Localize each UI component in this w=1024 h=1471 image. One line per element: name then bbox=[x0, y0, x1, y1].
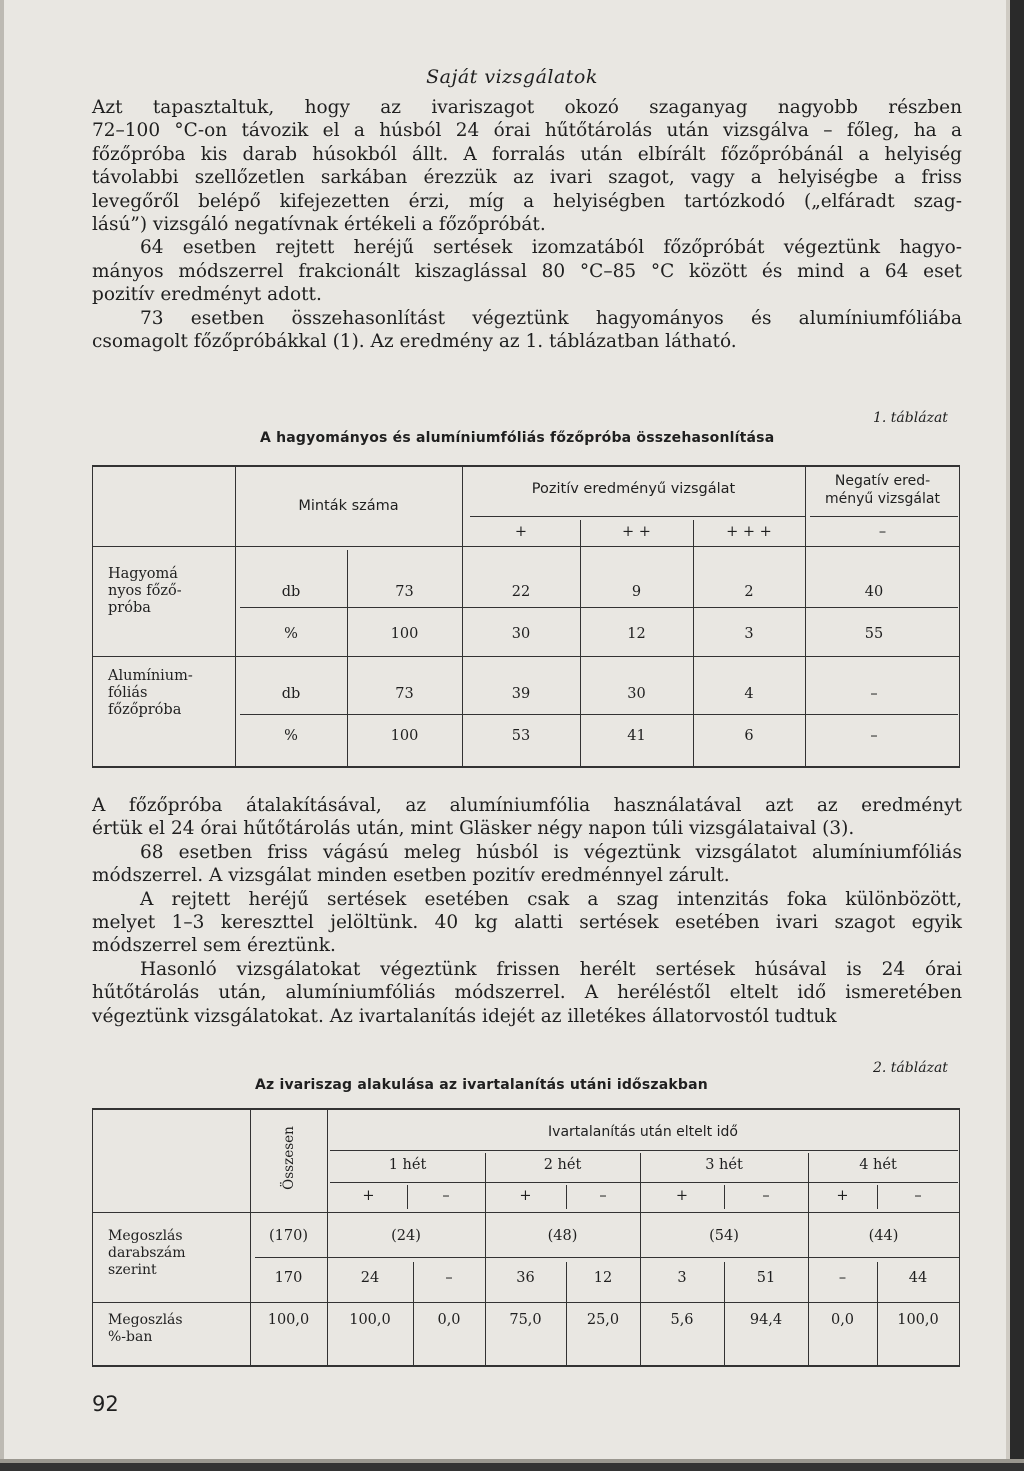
text-line: csomagolt főzőpróbákkal (1). Az eredmény az 1. táblázatban látható. bbox=[92, 331, 737, 353]
table2-sub-minus: – bbox=[762, 1188, 770, 1204]
table2-cell: – bbox=[838, 1270, 847, 1286]
body-text-mid bbox=[92, 794, 962, 1028]
table2-sub-minus: – bbox=[599, 1188, 607, 1204]
table2-cell: 12 bbox=[593, 1270, 613, 1286]
table2-week-2: 2 hét bbox=[543, 1157, 582, 1173]
table1-cell: 40 bbox=[864, 584, 884, 600]
page-number: 92 bbox=[92, 1392, 119, 1416]
table1-cell: 22 bbox=[511, 584, 531, 600]
table1-sub-neg: – bbox=[878, 524, 887, 540]
table1-cell: 73 bbox=[395, 584, 414, 600]
running-header: Saját vizsgálatok bbox=[426, 66, 598, 88]
table1-cell: 30 bbox=[627, 686, 646, 702]
text-line: A főzőpróba átalakításával, az alumíniumfólia használatával azt az eredményt bbox=[92, 795, 962, 816]
table1-label: 1. táblázat bbox=[873, 410, 948, 426]
table2-sub-plus: + bbox=[519, 1188, 532, 1204]
text-line: levegőről belépő kifejezetten érzi, míg a helyiségben tartózkodó („elfáradt szag- bbox=[92, 190, 962, 212]
table2-cell: 100,0 bbox=[349, 1312, 391, 1328]
table2-cell: 75,0 bbox=[509, 1312, 542, 1328]
table1-cell: 100 bbox=[390, 728, 419, 744]
text-line: értük el 24 órai hűtőtárolás után, mint Gläsker négy napon túli vizsgálataival (3). bbox=[92, 818, 855, 840]
table2-cell: 51 bbox=[756, 1270, 776, 1286]
table1-cell: 9 bbox=[631, 584, 642, 600]
table2-cell: 100,0 bbox=[897, 1312, 939, 1328]
table1-cell: % bbox=[284, 728, 298, 744]
table1-cell: 55 bbox=[864, 626, 884, 642]
table2-col-total: Összesen bbox=[281, 1126, 297, 1190]
table1-group1-label: Hagyomá nyos főző- próba bbox=[108, 566, 182, 616]
text-line: 72–100 °C-on távozik el a húsból 24 órai hűtőtárolás után vizsgálva – főleg, ha a bbox=[92, 120, 962, 142]
table1-col-sample: Minták száma bbox=[298, 498, 399, 514]
table1-cell: 73 bbox=[395, 686, 414, 702]
text-line: pozitív eredményt adott. bbox=[92, 284, 322, 306]
table2-cell: 25,0 bbox=[586, 1312, 620, 1328]
text-line: főzőpróba kis darab húsokból állt. A forralás után elbírált főzőpróbánál a helyiség bbox=[92, 143, 962, 165]
table2-week-4: 4 hét bbox=[859, 1157, 897, 1173]
table1-sub-plus1: + bbox=[514, 524, 528, 540]
text-line: 73 esetben összehasonlítást végeztünk hagyományos és alumíniumfóliába bbox=[140, 307, 962, 329]
text-line: 68 esetben friss vágású meleg húsból is végeztünk vizsgálatot alumíniumfóliás bbox=[140, 841, 962, 863]
table1-group2-label: Alumínium- fóliás főzőpróba bbox=[108, 668, 193, 718]
table1-col-negative-1: Negatív ered- bbox=[834, 473, 931, 489]
table1-cell: 2 bbox=[744, 584, 754, 600]
table2-cell: – bbox=[445, 1270, 453, 1286]
table2-cell: 36 bbox=[516, 1270, 535, 1286]
table2-row1-label: Megoszlás darabszám szerint bbox=[108, 1228, 186, 1278]
text-line: lású”) vizsgáló negatívnak értékeli a főzőpróbát. bbox=[92, 214, 546, 236]
table1-cell: db bbox=[281, 584, 301, 600]
table1-sub-plus2: + + bbox=[622, 524, 651, 540]
table2-group-total: (170) bbox=[269, 1228, 308, 1244]
table2-week-1: 1 hét bbox=[388, 1157, 427, 1173]
text-line: távolabbi szellőzetlen sarkában érezzük az ivari szagot, vagy a helyiségbe a friss bbox=[92, 167, 962, 189]
text-line: módszerrel. A vizsgálat minden esetben pozitív eredménnyel zárult. bbox=[92, 865, 730, 887]
table2-group-total: (24) bbox=[391, 1228, 421, 1244]
table1-cell: % bbox=[284, 626, 298, 642]
table1-cell: 6 bbox=[744, 728, 754, 744]
table2-sub-minus: – bbox=[914, 1188, 922, 1204]
table2-cell: 0,0 bbox=[830, 1312, 855, 1328]
text-line: A rejtett heréjű sertések esetében csak a szag intenzitás foka különbözött, bbox=[140, 888, 962, 910]
table2-cell: 94,4 bbox=[749, 1312, 783, 1328]
table1-cell: 3 bbox=[744, 626, 754, 642]
table2-cell: 3 bbox=[677, 1270, 687, 1286]
table1-cell: 39 bbox=[511, 686, 531, 702]
table2-label: 2. táblázat bbox=[873, 1060, 948, 1076]
body-text-top bbox=[92, 96, 962, 353]
table2-cell: 44 bbox=[908, 1270, 928, 1286]
table2-sub-minus: – bbox=[442, 1188, 450, 1204]
table2-week-3: 3 hét bbox=[705, 1157, 743, 1173]
page-edge-left bbox=[0, 0, 4, 1471]
table1-col-positive: Pozitív eredményű vizsgálat bbox=[531, 481, 736, 497]
table1-cell: 53 bbox=[511, 728, 531, 744]
text-line: Azt tapasztaltuk, hogy az ivariszagot okozó szaganyag nagyobb részben bbox=[92, 97, 962, 118]
table1-title: A hagyományos és alumíniumfóliás főzőpróba összehasonlítása bbox=[260, 430, 775, 446]
table2-cell: 24 bbox=[360, 1270, 380, 1286]
table1-cell: 12 bbox=[627, 626, 646, 642]
table1-cell: 30 bbox=[511, 626, 531, 642]
table2-sub-plus: + bbox=[836, 1188, 849, 1204]
table2-cell: 170 bbox=[274, 1270, 303, 1286]
table2-sub-plus: + bbox=[675, 1188, 689, 1204]
page-edge-right bbox=[1010, 0, 1024, 1471]
table2-cell: 100,0 bbox=[267, 1312, 310, 1328]
table1-cell: 4 bbox=[744, 686, 754, 702]
table2-sub-plus: + bbox=[362, 1188, 375, 1204]
table1-sub-plus3: + + + bbox=[726, 524, 772, 540]
text-line: hűtőtárolás után, alumíniumfóliás módszerrel. A heréléstől eltelt idő ismeretében bbox=[92, 982, 962, 1004]
table1-col-negative-2: ményű vizsgálat bbox=[825, 491, 940, 507]
table2-cell: 0,0 bbox=[437, 1312, 461, 1328]
table2-group-total: (48) bbox=[547, 1228, 578, 1244]
table2-cell: 5,6 bbox=[670, 1312, 694, 1328]
table2-group-total: (54) bbox=[709, 1228, 739, 1244]
table1-cell: 41 bbox=[627, 728, 646, 744]
table2-col-time: Ivartalanítás után eltelt idő bbox=[548, 1124, 738, 1140]
table1-cell: 100 bbox=[390, 626, 419, 642]
text-line: végeztünk vizsgálatokat. Az ivartalanítás idejét az illetékes állatorvostól tudtuk bbox=[92, 1005, 837, 1027]
page-edge-bottom bbox=[0, 1463, 1024, 1471]
text-line: 64 esetben rejtett heréjű sertések izomzatából főzőpróbát végeztünk hagyo- bbox=[140, 237, 962, 259]
text-line: mányos módszerrel frakcionált kiszaglással 80 °C–85 °C között és mind a 64 eset bbox=[92, 260, 962, 282]
text-line: melyet 1–3 kereszttel jelöltünk. 40 kg alatti sertések esetében ivari szagot egyik bbox=[92, 912, 962, 934]
table2-group-total: (44) bbox=[868, 1228, 899, 1244]
table1-cell: db bbox=[281, 686, 301, 702]
text-line: módszerrel sem éreztünk. bbox=[92, 935, 336, 957]
table2-title: Az ivariszag alakulása az ivartalanítás utáni időszakban bbox=[255, 1077, 708, 1093]
table1-cell: – bbox=[870, 728, 878, 744]
table1-cell: – bbox=[870, 686, 878, 702]
table2-row2-label: Megoszlás %-ban bbox=[108, 1312, 183, 1345]
text-line: Hasonló vizsgálatokat végeztünk frissen herélt sertések húsával is 24 órai bbox=[140, 958, 962, 980]
